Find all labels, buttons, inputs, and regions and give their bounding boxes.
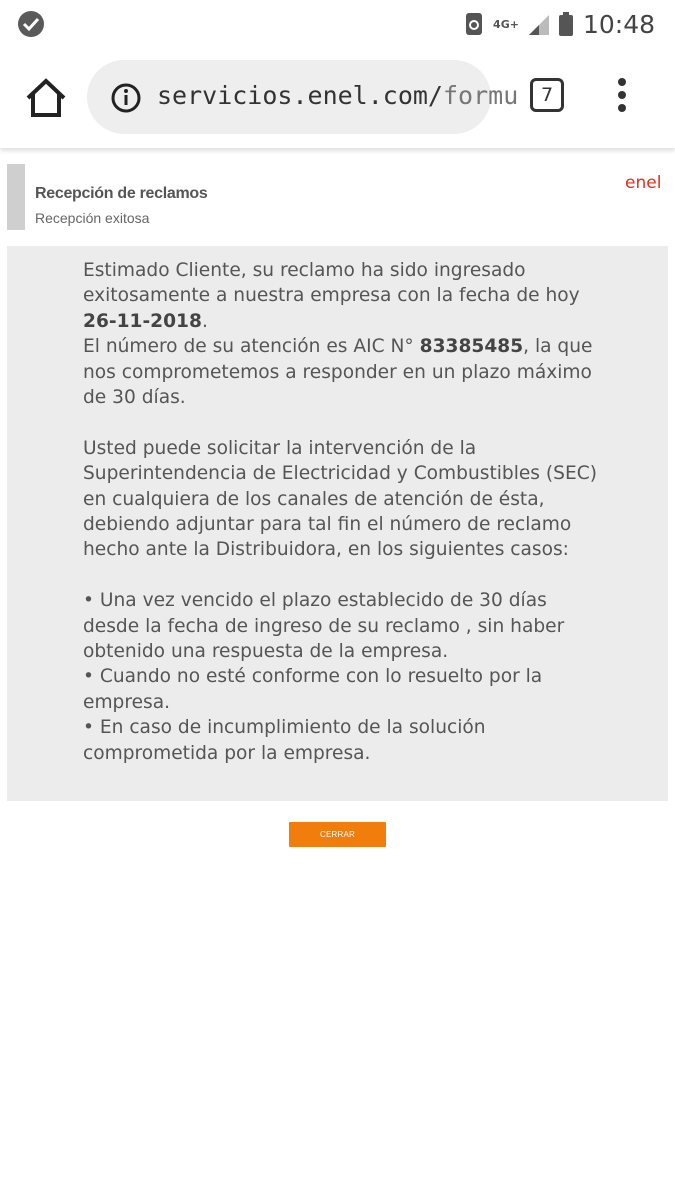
address-bar[interactable]: [87, 60, 519, 134]
browser-toolbar: [0, 48, 675, 148]
list-item: • En caso de incumplimiento de la solución comprometida por la empresa.: [83, 717, 486, 764]
battery-icon: [559, 12, 573, 36]
page-title: Recepción de reclamos: [35, 185, 208, 202]
confirmation-panel: [7, 246, 668, 801]
check-circle-icon: [18, 11, 44, 37]
url-path: formu: [442, 81, 519, 110]
aic-number: 83385485: [419, 336, 524, 358]
status-icons: [463, 6, 655, 42]
info-icon[interactable]: [111, 83, 141, 113]
sec-paragraph: Usted puede solicitar la intervención de la Superintendencia de Electricidad y Combustibles (SEC) en cualquiera de los canales de atención de ésta, debiendo adjuntar para tal fin el número de reclamo hecho ante la Distribuidora, en los siguientes casos:: [83, 437, 597, 561]
network-type: 4G+: [493, 17, 519, 31]
home-icon[interactable]: [24, 78, 68, 118]
data-saver-icon: [463, 12, 485, 36]
list-item: • Una vez vencido el plazo establecido de 30 días desde la fecha de ingreso de su reclamo , sin haber obtenido una respuesta de la empresa.: [83, 590, 565, 663]
aic-paragraph: El número de su atención es AIC N° 83385485, la que nos comprometemos a responder en un plazo máximo de 30 días.: [83, 336, 593, 409]
clock: 10:48: [582, 9, 655, 39]
claim-date: 26-11-2018: [83, 310, 202, 332]
enel-logo: [625, 170, 669, 194]
url-host: servicios.enel.com/: [157, 81, 443, 110]
page-header: [7, 164, 667, 230]
tab-switcher-button[interactable]: 7: [530, 78, 564, 112]
intro-paragraph: Estimado Cliente, su reclamo ha sido ingresado exitosamente a nuestra empresa con la fecha de hoy 26-11-2018.: [83, 260, 580, 332]
close-button[interactable]: CERRAR: [289, 822, 386, 847]
svg-text:enel: enel: [625, 173, 662, 193]
signal-icon: [527, 13, 551, 35]
more-options-icon[interactable]: [612, 78, 632, 118]
confirmation-message: [83, 258, 603, 766]
header-accent-bar: [7, 164, 25, 230]
page-subtitle: Recepción exitosa: [35, 210, 150, 226]
list-item: • Cuando no esté conforme con lo resuelto por la empresa.: [83, 666, 543, 713]
url-text[interactable]: [157, 81, 518, 110]
status-bar: [0, 0, 675, 48]
